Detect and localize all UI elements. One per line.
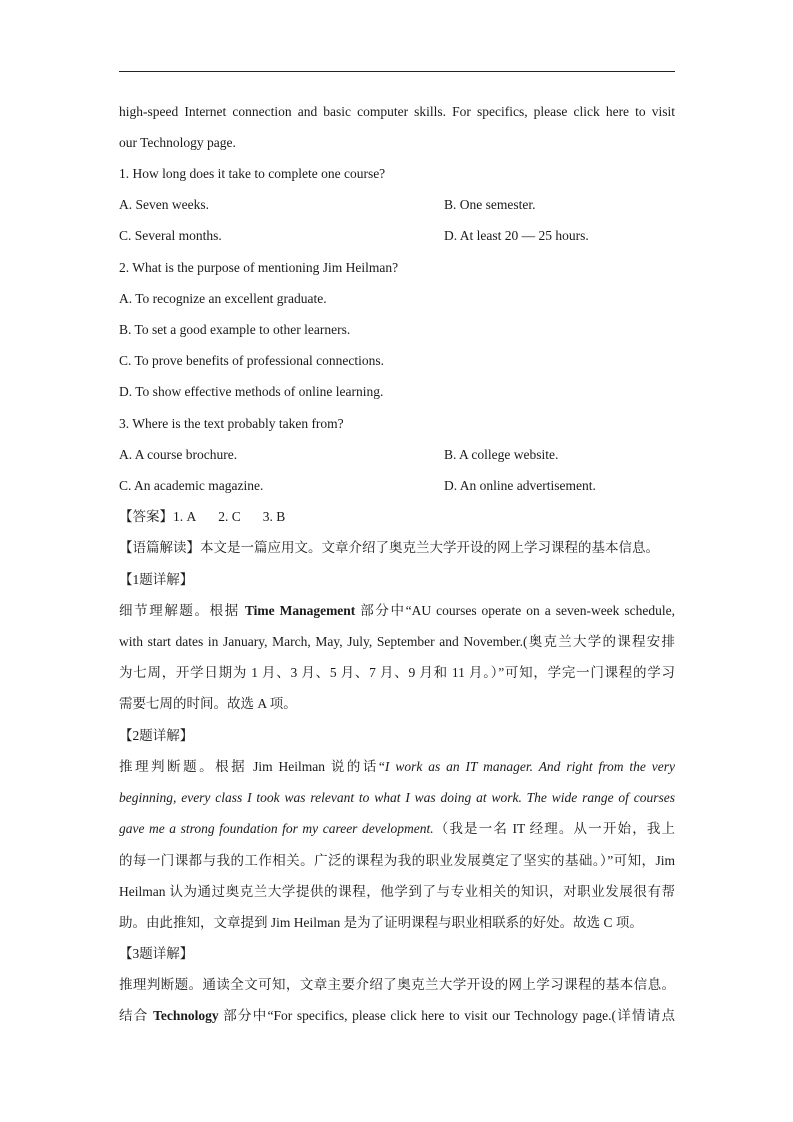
option-text: B. One semester. xyxy=(444,197,536,212)
intro-line: high-speed Internet connection and basic computer skills. For specifics, please click here to visit xyxy=(119,104,675,119)
explain-line: beginning, every class I took was relevant to what I was doing at work. The wide range of courses xyxy=(119,790,675,805)
explain-heading: 【2题详解】 xyxy=(119,728,194,743)
explain-line: 需要七周的时间。故选 A 项。 xyxy=(119,696,297,711)
option-text: C. Several months. xyxy=(119,228,222,243)
explain-line: Heilman 认为通过奥克兰大学提供的课程，他学到了与专业相关的知识，对职业发展很有帮 xyxy=(119,884,675,899)
explain-line: 结合 Technology 部分中“For specifics, please click here to visit our Technology page.(详情请点 xyxy=(119,1008,675,1023)
explain-line: 推理判断题。通读全文可知，文章主要介绍了奥克兰大学开设的网上学习课程的基本信息。 xyxy=(119,977,675,992)
option-text: D. To show effective methods of online learning. xyxy=(119,384,384,399)
question-stem: 3. Where is the text probably taken from? xyxy=(119,416,344,431)
answer-item: 1. A xyxy=(173,509,197,524)
explain-line: 的每一门课都与我的工作相关。广泛的课程为我的职业发展奠定了坚实的基础。）”可知，Jim xyxy=(119,853,675,868)
option-text: D. An online advertisement. xyxy=(444,478,596,493)
explain-line: with start dates in January, March, May, July, September and November.(奥克兰大学的课程安排 xyxy=(119,634,675,649)
question-stem: 2. What is the purpose of mentioning Jim Heilman? xyxy=(119,260,399,275)
question-stem: 1. How long does it take to complete one course? xyxy=(119,166,386,181)
explain-line: gave me a strong foundation for my career development.（我是一名 IT 经理。从一开始，我上 xyxy=(119,821,676,836)
answer-label: 【答案】 xyxy=(119,509,173,524)
answer-line xyxy=(119,509,285,525)
reading-label: 【语篇解读】 xyxy=(119,540,200,555)
explain-heading: 【1题详解】 xyxy=(119,572,194,587)
intro-line: our Technology page. xyxy=(119,135,236,150)
option-text: A. A course brochure. xyxy=(119,447,238,462)
answer-item: 2. C xyxy=(218,509,241,524)
reading-text: 本文是一篇应用文。文章介绍了奥克兰大学开设的网上学习课程的基本信息。 xyxy=(200,540,659,555)
explain-line: 细节理解题。根据 Time Management 部分中“AU courses operate on a seven-week schedule, xyxy=(119,603,676,618)
explain-heading: 【3题详解】 xyxy=(119,946,194,961)
option-text: A. To recognize an excellent graduate. xyxy=(119,291,327,306)
option-text: D. At least 20 — 25 hours. xyxy=(444,228,589,243)
option-text: B. To set a good example to other learners. xyxy=(119,322,351,337)
option-text: A. Seven weeks. xyxy=(119,197,209,212)
explain-line: 推理判断题。根据 Jim Heilman 说的话“I work as an IT manager. And right from the very xyxy=(119,759,676,774)
answer-item: 3. B xyxy=(262,509,286,524)
explain-line: 助。由此推知，文章提到 Jim Heilman 是为了证明课程与职业相联系的好处。故选 C 项。 xyxy=(119,915,643,930)
option-text: C. An academic magazine. xyxy=(119,478,264,493)
reading-line xyxy=(119,540,659,556)
option-text: C. To prove benefits of professional connections. xyxy=(119,353,384,368)
explain-line: 为七周，开学日期为 1 月、3 月、5 月、7 月、9 月和 11 月。）”可知，学完一门课程的学习 xyxy=(119,665,675,680)
option-text: B. A college website. xyxy=(444,447,559,462)
header-rule xyxy=(119,71,675,72)
